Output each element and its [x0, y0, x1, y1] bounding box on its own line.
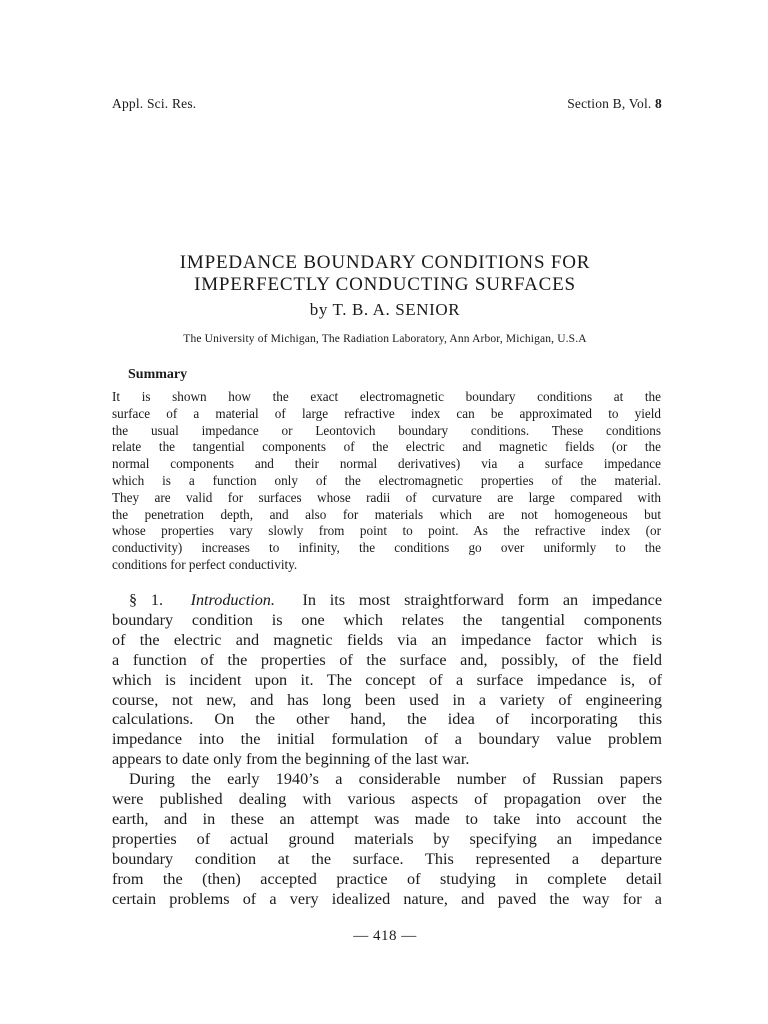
summary-line: the penetration depth, and also for materials which are not homogeneous but — [112, 506, 661, 522]
body-line: of the electric and magnetic fields via an impedance factor which is — [112, 630, 662, 649]
title-line-1: IMPEDANCE BOUNDARY CONDITIONS FOR — [179, 252, 591, 273]
body-line: appears to date only from the beginning of the last war. — [112, 750, 470, 769]
author-affiliation: The University of Michigan, The Radiation Laboratory, Ann Arbor, Michigan, U.S.A — [183, 333, 587, 345]
summary-abstract — [112, 389, 661, 574]
body-line: which is incident upon it. The concept of a surface impedance is, of — [112, 670, 662, 689]
summary-line: surface of a material of large refractive index can be approximated to yield — [112, 405, 661, 421]
summary-line: whose properties vary slowly from point to point. As the refractive index (or — [112, 523, 661, 539]
summary-line: They are valid for surfaces whose radii of curvature are large compared with — [112, 489, 661, 505]
body-line: boundary condition is one which relates the tangential components — [112, 610, 662, 629]
section-title: Introduction. — [190, 591, 275, 609]
body-line: a function of the properties of the surface and, possibly, of the field — [112, 650, 662, 669]
summary-line: the usual impedance or Leontovich boundary conditions. These conditions — [112, 422, 661, 438]
body-line: During the early 1940’s a considerable number of Russian papers — [129, 770, 662, 789]
section-label: Section B, Vol. — [567, 96, 652, 111]
summary-line: conductivity) increases to infinity, the conditions go over uniformly to the — [112, 540, 661, 556]
body-line: properties of actual ground materials by specifying an impedance — [112, 829, 662, 848]
author-byline: by T. B. A. SENIOR — [309, 300, 461, 319]
journal-name: Appl. Sci. Res. — [112, 96, 197, 111]
summary-line: It is shown how the exact electromagnetic boundary conditions at the — [112, 389, 661, 404]
body-line: earth, and in these an attempt was made to take into account the — [112, 809, 662, 828]
summary-line: relate the tangential components of the electric and magnetic fields (or the — [112, 439, 661, 455]
title-line-2: IMPERFECTLY CONDUCTING SURFACES — [194, 274, 576, 295]
article-title — [100, 252, 670, 296]
body-line: calculations. On the other hand, the idea of incorporating this — [112, 710, 662, 729]
summary-heading: Summary — [128, 367, 188, 382]
body-line: from the (then) accepted practice of studying in complete detail — [112, 869, 662, 888]
body-line: were published dealing with various aspects of propagation over the — [112, 790, 662, 809]
body-line: boundary condition at the surface. This represented a departure — [112, 849, 662, 868]
body-line: certain problems of a very idealized nature, and paved the way for a — [112, 889, 662, 908]
running-head — [112, 96, 662, 112]
summary-line: which is a function only of the electromagnetic properties of the material. — [112, 472, 661, 488]
summary-line: conditions for perfect conductivity. — [112, 556, 298, 572]
introduction-text — [112, 591, 662, 910]
page-number: — 418 — — [353, 928, 417, 944]
body-line: impedance into the initial formulation of a boundary value problem — [112, 730, 662, 749]
body-line: course, not new, and has long been used in a variety of engineering — [112, 690, 662, 709]
section-volume — [567, 96, 662, 112]
volume-number: 8 — [655, 96, 662, 111]
intro-first-line — [112, 591, 662, 611]
summary-line: normal components and their normal derivatives) via a surface impedance — [112, 456, 661, 472]
section-number: § 1. — [129, 591, 164, 609]
intro-first-line-text: In its most straightforward form an impedance — [302, 591, 663, 609]
